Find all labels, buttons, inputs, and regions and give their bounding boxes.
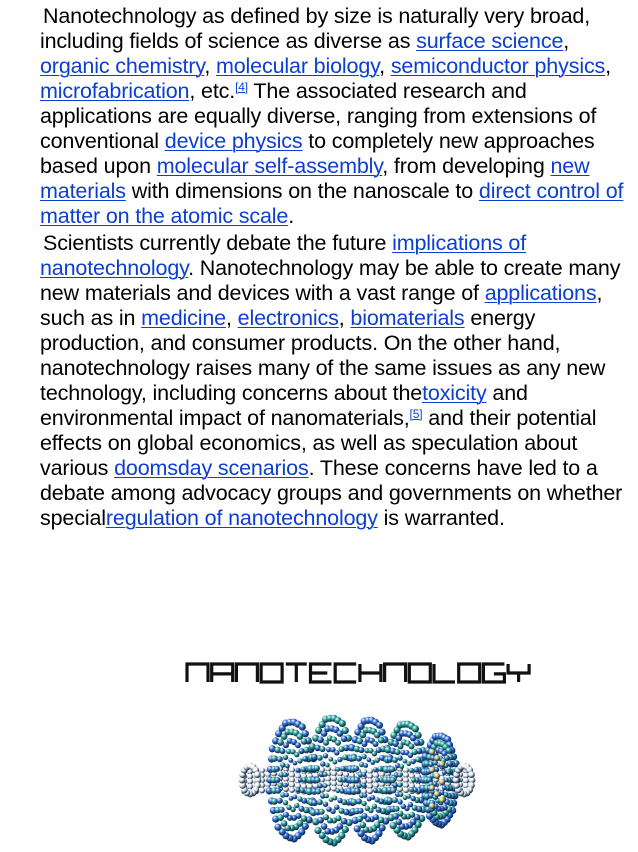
gear-1-atom: [299, 748, 305, 754]
gear-1-atom: [277, 756, 283, 762]
gear-1-atom: [278, 783, 283, 788]
gear-2-atom: [339, 746, 345, 752]
gear-3-atom: [378, 766, 383, 771]
nanotechnology-logo: [185, 660, 531, 686]
link-implications-of-nanotechnology[interactable]: implications of nanotechnology: [40, 231, 527, 280]
text-run: energy production, and consumer products. On the other hand, nanotechnology raises many of the same issues as any new technology, including concerns about the: [40, 306, 606, 405]
gear-1-atom: [274, 766, 280, 772]
gear-1-atom: [297, 758, 302, 763]
link-regulation-of-nanotechnology[interactable]: regulation of nanotechnology: [105, 506, 378, 530]
accent-atom: [434, 755, 440, 761]
text-run: ,: [563, 29, 570, 53]
text-run: The associated research and applications are equally diverse, ranging from extensions of conventional: [40, 79, 597, 153]
gear-4-atom: [414, 739, 421, 746]
logo-glyph-o: [261, 664, 282, 682]
gear-1-atom: [296, 788, 301, 793]
accent-atom: [439, 761, 445, 767]
gear-4-atom: [409, 743, 415, 749]
gear-3-atom: [363, 763, 368, 768]
link-surface-science[interactable]: surface science: [416, 29, 564, 53]
accent-atom: [434, 791, 440, 797]
gear-3-atom: [363, 793, 368, 798]
gear-3-atom: [376, 722, 383, 729]
gear-3-atom: [375, 778, 380, 783]
end-cap-1-atom: [254, 771, 261, 778]
gear-2-atom: [334, 750, 339, 755]
gear-2-atom: [336, 767, 341, 772]
logo-glyph-o: [409, 664, 430, 682]
gear-5-atom: [442, 785, 447, 790]
gear-4-atom: [397, 799, 402, 804]
gear-1-atom: [288, 758, 293, 763]
link-applications[interactable]: applications: [484, 281, 597, 305]
text-run: ,: [204, 54, 216, 78]
gear-4-atom: [412, 725, 419, 732]
accent-atom: [434, 773, 440, 779]
gear-4-atom: [414, 767, 419, 772]
gear-1-atom: [299, 723, 306, 730]
gear-2-atom: [321, 823, 328, 830]
gear-4-atom: [401, 804, 406, 809]
logo-glyph-y: [508, 664, 529, 682]
citation-link-5[interactable]: [5]: [409, 407, 423, 421]
text-run: and their potential effects on global economics, as well as speculation about various: [40, 406, 597, 480]
gear-4-atom: [411, 796, 416, 801]
logo-glyph-n: [385, 664, 406, 682]
gear-1-atom: [280, 762, 285, 767]
gear-1-atom: [293, 761, 298, 766]
gear-4-atom: [396, 819, 403, 826]
logo-glyph-o: [459, 664, 480, 682]
gear-3-atom: [372, 804, 377, 809]
citation-link-4[interactable]: [4]: [235, 80, 248, 94]
logo-glyph-t: [286, 664, 307, 682]
gear-2-atom: [315, 777, 321, 783]
gear-2-atom: [336, 788, 341, 793]
accent-atom: [439, 797, 445, 803]
link-toxicity[interactable]: toxicity: [422, 381, 487, 405]
gear-3-atom: [362, 772, 367, 777]
gear-2-atom: [314, 827, 321, 834]
gear-3-atom: [356, 798, 362, 804]
text-run: Nanotechnology as defined by size is naturally very broad, including fields of science as diverse as: [40, 4, 591, 53]
accent-atom: [429, 749, 435, 755]
text-run: Scientists currently debate the future: [43, 231, 393, 255]
link-device-physics[interactable]: device physics: [164, 129, 303, 153]
gear-1-atom: [271, 755, 278, 762]
end-cap-2-atom: [468, 771, 475, 778]
gear-2-atom: [323, 814, 329, 820]
gear-4-atom: [394, 749, 400, 755]
gear-4-atom: [398, 811, 404, 817]
text-run: . These concerns have led to a debate among advocacy groups and governments on whether special: [40, 456, 623, 530]
gear-2-atom: [339, 808, 345, 814]
text-run: , such as in: [40, 281, 603, 330]
gear-2-atom: [320, 746, 326, 752]
gear-5-atom: [442, 770, 447, 775]
link-electronics[interactable]: electronics: [237, 306, 339, 330]
gear-1-atom: [286, 805, 291, 810]
logo-glyph-a: [212, 664, 233, 682]
gear-1-atom: [283, 812, 289, 818]
gear-1-atom: [302, 756, 308, 762]
gear-2-atom: [319, 809, 325, 815]
axle-atom: [259, 787, 265, 793]
paragraph-1: [40, 4, 634, 229]
gear-2-atom: [337, 798, 342, 803]
gear-4-atom: [398, 783, 403, 788]
link-direct-control-of-matter[interactable]: direct control of matter on the atomic scale: [40, 179, 624, 228]
gear-1-atom: [274, 824, 281, 831]
gear-1-atom: [279, 807, 285, 813]
gear-3-atom: [358, 808, 364, 814]
gear-2-atom: [337, 730, 344, 737]
citation-ref-4: [235, 80, 248, 94]
accent-atom: [429, 803, 435, 809]
logo-glyph-l: [434, 664, 455, 682]
gear-1-atom: [281, 820, 288, 827]
gear-2-atom: [325, 763, 330, 768]
molecular-gear-illustration: [236, 712, 476, 847]
text-run: is warranted.: [377, 506, 505, 530]
gear-1-atom: [277, 798, 283, 804]
gear-1-atom: [271, 798, 278, 805]
gear-3-atom: [375, 797, 380, 802]
gear-4-atom: [409, 768, 414, 773]
gear-1-atom: [283, 783, 288, 788]
text-run: and environmental impact of nanomaterials,: [40, 381, 528, 430]
gear-1-atom: [280, 748, 286, 754]
gear-4-atom: [399, 792, 404, 797]
axle-atom: [367, 788, 373, 794]
gear-1-atom: [275, 788, 281, 794]
gear-4-atom: [411, 778, 416, 783]
gear-4-atom: [394, 806, 400, 812]
gear-3-atom: [373, 741, 379, 747]
link-doomsday-scenarios[interactable]: doomsday scenarios: [114, 456, 309, 480]
gear-1-atom: [294, 752, 299, 757]
gear-2-atom: [323, 753, 328, 758]
gear-3-atom: [378, 737, 385, 744]
text-run: with dimensions on the nanoscale to: [125, 179, 479, 203]
gear-2-atom: [326, 807, 331, 812]
gear-3-atom: [357, 783, 362, 788]
gear-1-atom: [275, 777, 281, 783]
gear-4-atom: [393, 783, 398, 788]
text-run: ,: [605, 54, 611, 78]
link-new-materials[interactable]: new materials: [40, 154, 590, 203]
logo-glyph-n: [236, 664, 257, 682]
text-run: , from developing: [382, 154, 551, 178]
gear-3-atom: [375, 758, 380, 763]
gear-3-atom: [372, 751, 377, 756]
gear-3-atom: [358, 747, 364, 753]
gear-3-atom: [356, 756, 362, 762]
gear-2-atom: [320, 761, 325, 766]
gear-3-atom: [365, 806, 370, 811]
gear-3-atom: [373, 788, 378, 793]
link-medicine[interactable]: medicine: [141, 306, 226, 330]
gear-2-atom: [317, 817, 324, 824]
link-molecular-self-assembly[interactable]: molecular self-assembly: [156, 154, 383, 178]
gear-2-atom: [323, 802, 328, 807]
text-run: , etc.: [189, 79, 236, 103]
gear-2-atom: [338, 778, 343, 783]
gear-3-atom: [354, 825, 361, 832]
gear-4-atom: [408, 753, 413, 758]
gear-4-atom: [389, 766, 395, 772]
nanotechnology-logo-graphic: [185, 660, 531, 686]
gear-3-atom: [353, 766, 359, 772]
gear-3-atom: [360, 822, 367, 829]
text-run: to completely new approaches based upon: [40, 129, 595, 178]
text-run: .: [288, 204, 295, 228]
gear-1-atom: [301, 738, 308, 745]
gear-4-atom: [397, 755, 402, 760]
gear-1-atom: [294, 803, 299, 808]
logo-glyph-n: [187, 664, 208, 682]
axle-atom: [289, 787, 295, 793]
gear-1-atom: [283, 755, 288, 760]
axle-atom: [403, 787, 409, 793]
document-body: [40, 4, 634, 531]
gear-2-atom: [333, 760, 338, 765]
gear-4-atom: [392, 797, 398, 803]
gear-2-atom: [334, 805, 339, 810]
gear-2-atom: [328, 757, 333, 762]
gear-2-atom: [329, 797, 334, 802]
gear-1-atom: [283, 772, 288, 777]
gear-3-atom: [362, 783, 367, 788]
logo-glyph-e: [311, 664, 332, 682]
gear-2-atom: [314, 765, 320, 771]
gear-4-atom: [399, 764, 404, 769]
text-run: ,: [379, 54, 391, 78]
gear-2-atom: [324, 794, 329, 799]
gear-2-atom: [317, 755, 323, 761]
gear-4-atom: [406, 761, 411, 766]
gear-1-atom: [285, 764, 290, 769]
link-microfabrication[interactable]: microfabrication: [40, 79, 190, 103]
gear-2-atom: [323, 772, 328, 777]
gear-1-atom: [299, 806, 305, 812]
text-run: . Nanotechnology may be able to create many new materials and devices with a vast range of: [40, 256, 621, 305]
link-semiconductor-physics[interactable]: semiconductor physics: [390, 54, 606, 78]
gear-1-atom: [289, 796, 294, 801]
gear-2-atom: [317, 799, 323, 805]
gear-2-atom: [337, 757, 342, 762]
gear-2-atom: [317, 737, 324, 744]
paragraph-2: [40, 231, 634, 531]
gear-4-atom: [411, 759, 416, 764]
gear-3-atom: [373, 767, 378, 772]
molecular-gear-image: [236, 712, 476, 847]
logo-glyph-g: [483, 664, 504, 682]
gear-1-atom: [297, 796, 302, 801]
gear-3-atom: [361, 801, 366, 806]
gear-4-atom: [392, 757, 398, 763]
gear-2-atom: [342, 754, 348, 760]
gear-2-atom: [318, 783, 323, 788]
gear-2-atom: [311, 754, 318, 761]
gear-2-atom: [341, 766, 346, 771]
gear-1-atom: [298, 778, 303, 783]
text-run: ,: [225, 306, 238, 330]
gear-1-atom: [296, 768, 301, 773]
gear-2-atom: [341, 818, 348, 825]
gear-1-atom: [301, 767, 306, 772]
gear-3-atom: [370, 760, 375, 765]
gear-2-atom: [315, 789, 321, 795]
gear-3-atom: [361, 754, 366, 759]
gear-2-atom: [339, 720, 346, 727]
gear-4-atom: [415, 756, 421, 762]
gear-1-atom: [283, 800, 288, 805]
gear-3-atom: [362, 813, 368, 819]
gear-1-atom: [295, 742, 301, 748]
logo-glyph-c: [335, 664, 356, 682]
gear-4-atom: [390, 787, 396, 793]
gear-3-atom: [354, 777, 360, 783]
gear-4-atom: [390, 777, 396, 783]
gear-2-atom: [341, 736, 348, 743]
accent-atom: [429, 767, 435, 773]
gear-4-atom: [398, 773, 403, 778]
gear-1-atom: [277, 739, 284, 746]
link-biomaterials[interactable]: biomaterials: [350, 306, 465, 330]
gear-1-atom: [277, 814, 284, 821]
gear-3-atom: [367, 797, 372, 802]
text-run: ,: [338, 306, 351, 330]
gear-2-atom: [323, 783, 328, 788]
citation-ref-5: [410, 407, 423, 421]
gear-4-atom: [409, 787, 414, 792]
gear-1-atom: [284, 793, 289, 798]
gear-2-atom: [335, 740, 341, 746]
gear-4-atom: [403, 795, 408, 800]
logo-glyph-h: [360, 664, 381, 682]
link-molecular-biology[interactable]: molecular biology: [215, 54, 380, 78]
accent-atom: [429, 785, 435, 791]
link-organic-chemistry[interactable]: organic chemistry: [40, 54, 205, 78]
gear-2-atom: [311, 800, 318, 807]
accent-atom: [439, 779, 445, 785]
gear-3-atom: [354, 788, 360, 794]
